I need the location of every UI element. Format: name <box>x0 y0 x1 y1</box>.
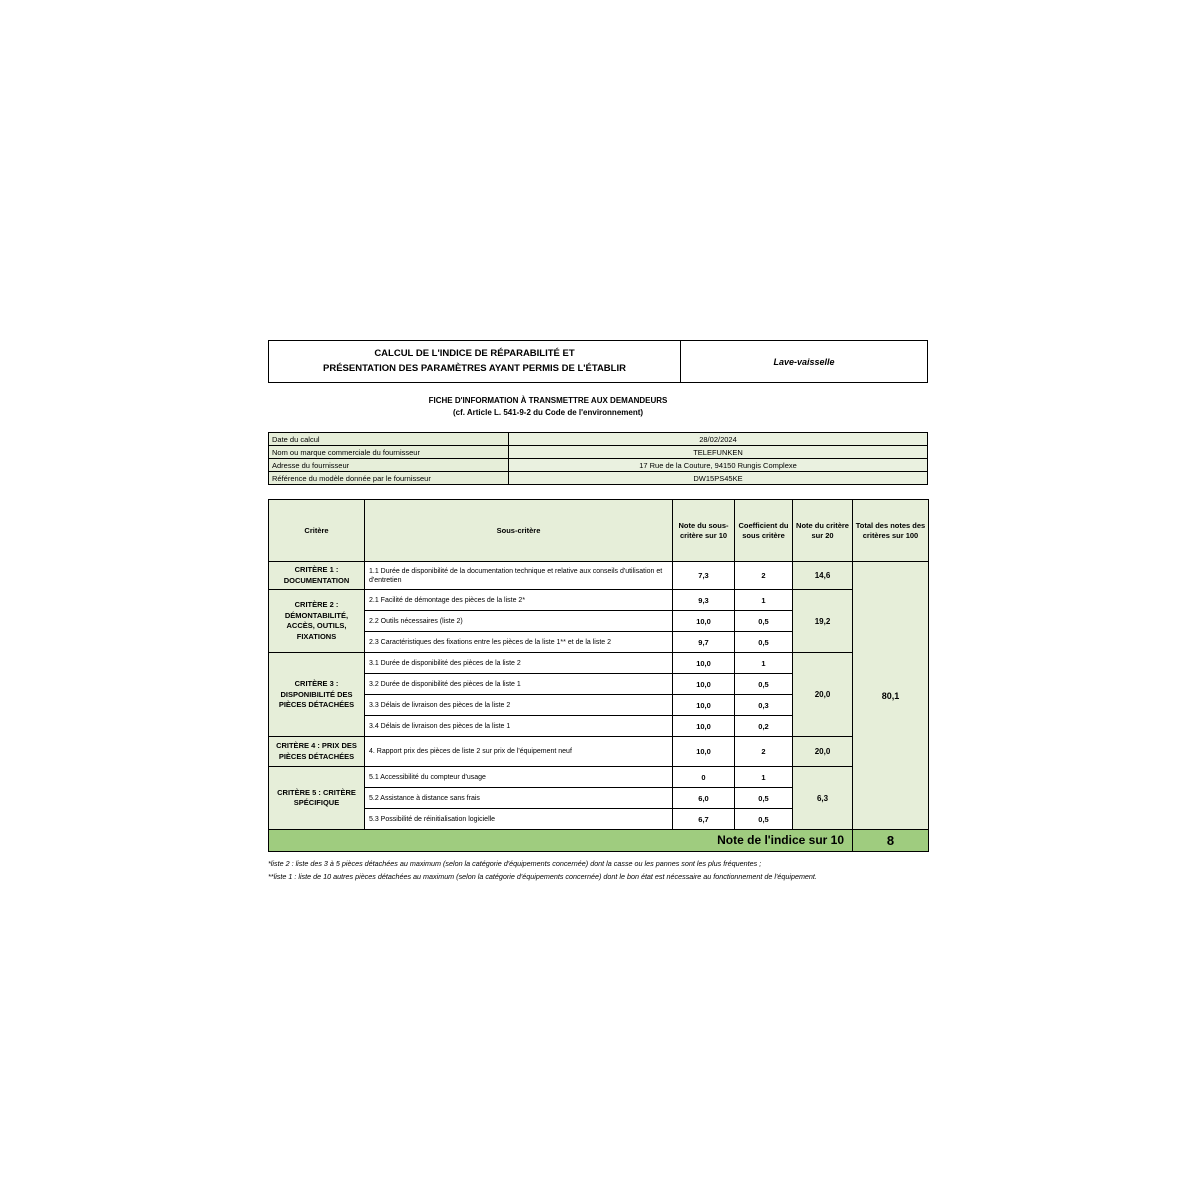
subcriterion-coef: 2 <box>735 562 793 590</box>
criterion-name-1: CRITÈRE 1 : DOCUMENTATION <box>269 562 365 590</box>
subcriterion-note10: 6,0 <box>673 788 735 809</box>
footnotes <box>268 858 928 882</box>
subcriterion-label: 2.3 Caractéristiques des fixations entre les pièces de la liste 1** et de la liste 2 <box>365 632 673 653</box>
subcriterion-note10: 10,0 <box>673 674 735 695</box>
header-note-sous-critere: Note du sous-critère sur 10 <box>673 500 735 562</box>
subcriterion-label: 5.2 Assistance à distance sans frais <box>365 788 673 809</box>
subcriterion-coef: 1 <box>735 590 793 611</box>
criterion-name-3: CRITÈRE 3 : DISPONIBILITÉ DES PIÈCES DÉTACHÉES <box>269 653 365 737</box>
info-label-date: Date du calcul <box>269 433 509 446</box>
criterion-note20-4: 20,0 <box>793 737 853 767</box>
subcriterion-note10: 7,3 <box>673 562 735 590</box>
criterion-note20-3: 20,0 <box>793 653 853 737</box>
table-row <box>269 446 928 459</box>
subcriterion-note10: 10,0 <box>673 653 735 674</box>
subcriterion-coef: 0,5 <box>735 611 793 632</box>
info-value-address: 17 Rue de la Couture, 94150 Rungis Complexe <box>509 459 928 472</box>
subcriterion-coef: 0,2 <box>735 716 793 737</box>
subtitle-block <box>378 395 718 419</box>
criterion-name-5: CRITÈRE 5 : CRITÈRE SPÉCIFIQUE <box>269 767 365 830</box>
info-label-brand: Nom ou marque commerciale du fournisseur <box>269 446 509 459</box>
subcriterion-coef: 1 <box>735 767 793 788</box>
subcriterion-label: 4. Rapport prix des pièces de liste 2 sur prix de l'équipement neuf <box>365 737 673 767</box>
subcriterion-coef: 0,5 <box>735 809 793 830</box>
info-value-date: 28/02/2024 <box>509 433 928 446</box>
subcriterion-coef: 0,3 <box>735 695 793 716</box>
subtitle-line-1: FICHE D'INFORMATION À TRANSMETTRE AUX DEMANDEURS <box>428 396 668 406</box>
header-total: Total des notes des critères sur 100 <box>853 500 929 562</box>
product-type: Lave-vaisselle <box>773 356 835 367</box>
subcriterion-label: 3.4 Délais de livraison des pièces de la liste 1 <box>365 716 673 737</box>
subcriterion-coef: 0,5 <box>735 632 793 653</box>
subcriterion-note10: 10,0 <box>673 611 735 632</box>
subcriterion-coef: 0,5 <box>735 788 793 809</box>
title-line-2: PRÉSENTATION DES PARAMÈTRES AYANT PERMIS DE L'ÉTABLIR <box>323 362 626 374</box>
subcriterion-label: 2.2 Outils nécessaires (liste 2) <box>365 611 673 632</box>
subtitle-line-2: (cf. Article L. 541-9-2 du Code de l'environnement) <box>452 408 644 418</box>
repairability-index-sheet <box>268 340 928 883</box>
subcriterion-label: 2.1 Facilité de démontage des pièces de la liste 2* <box>365 590 673 611</box>
subcriterion-note10: 6,7 <box>673 809 735 830</box>
table-row <box>269 767 929 788</box>
subcriterion-coef: 1 <box>735 653 793 674</box>
subcriterion-label: 3.3 Délais de livraison des pièces de la liste 2 <box>365 695 673 716</box>
header-sous-critere: Sous-critère <box>365 500 673 562</box>
info-label-address: Adresse du fournisseur <box>269 459 509 472</box>
subcriterion-label: 3.1 Durée de disponibilité des pièces de la liste 2 <box>365 653 673 674</box>
table-row <box>269 472 928 485</box>
subcriterion-label: 5.3 Possibilité de réinitialisation logicielle <box>365 809 673 830</box>
title-line-1: CALCUL DE L'INDICE DE RÉPARABILITÉ ET <box>374 348 575 359</box>
table-row <box>269 653 929 674</box>
subcriterion-coef: 0,5 <box>735 674 793 695</box>
table-row <box>269 459 928 472</box>
criterion-note20-5: 6,3 <box>793 767 853 830</box>
criterion-note20-2: 19,2 <box>793 590 853 653</box>
total-score: 80,1 <box>853 562 929 830</box>
header-critere: Critère <box>269 500 365 562</box>
subcriterion-coef: 2 <box>735 737 793 767</box>
subcriterion-label: 1.1 Durée de disponibilité de la documentation technique et relative aux conseils d'utilisation et d'entretien <box>365 562 673 590</box>
footnote-1: *liste 2 : liste des 3 à 5 pièces détachées au maximum (selon la catégorie d'équipements concernée) dont la casse ou les pannes sont les plus fréquentes ; <box>268 859 762 869</box>
final-score-row <box>269 830 929 852</box>
subcriterion-note10: 0 <box>673 767 735 788</box>
scoring-table <box>268 499 929 852</box>
subcriterion-note10: 10,0 <box>673 716 735 737</box>
subcriterion-note10: 10,0 <box>673 695 735 716</box>
table-row <box>269 590 929 611</box>
info-value-brand: TELEFUNKEN <box>509 446 928 459</box>
table-row <box>269 562 929 590</box>
table-row <box>269 737 929 767</box>
final-score-label: Note de l'indice sur 10 <box>269 830 853 852</box>
subcriterion-label: 3.2 Durée de disponibilité des pièces de la liste 1 <box>365 674 673 695</box>
criterion-name-2: CRITÈRE 2 : DÉMONTABILITÉ, ACCÈS, OUTILS, FIXATIONS <box>269 590 365 653</box>
subcriterion-label: 5.1 Accessibilité du compteur d'usage <box>365 767 673 788</box>
info-label-model: Référence du modèle donnée par le fournisseur <box>269 472 509 485</box>
subcriterion-note10: 9,3 <box>673 590 735 611</box>
header-note-critere: Note du critère sur 20 <box>793 500 853 562</box>
criterion-note20-1: 14,6 <box>793 562 853 590</box>
table-row <box>269 433 928 446</box>
final-score-value: 8 <box>853 830 929 852</box>
supplier-info-table <box>268 432 928 485</box>
info-value-model: DW15PS45KE <box>509 472 928 485</box>
header-coefficient: Coefficient du sous critère <box>735 500 793 562</box>
title-block <box>268 340 928 383</box>
title-text <box>269 341 681 382</box>
table-header-row <box>269 500 929 562</box>
subcriterion-note10: 9,7 <box>673 632 735 653</box>
criterion-name-4: CRITÈRE 4 : PRIX DES PIÈCES DÉTACHÉES <box>269 737 365 767</box>
subcriterion-note10: 10,0 <box>673 737 735 767</box>
footnote-2: **liste 1 : liste de 10 autres pièces détachées au maximum (selon la catégorie d'équipements concernée) dont le bon état est nécessaire au fonctionnement de l'équipement. <box>268 871 817 881</box>
